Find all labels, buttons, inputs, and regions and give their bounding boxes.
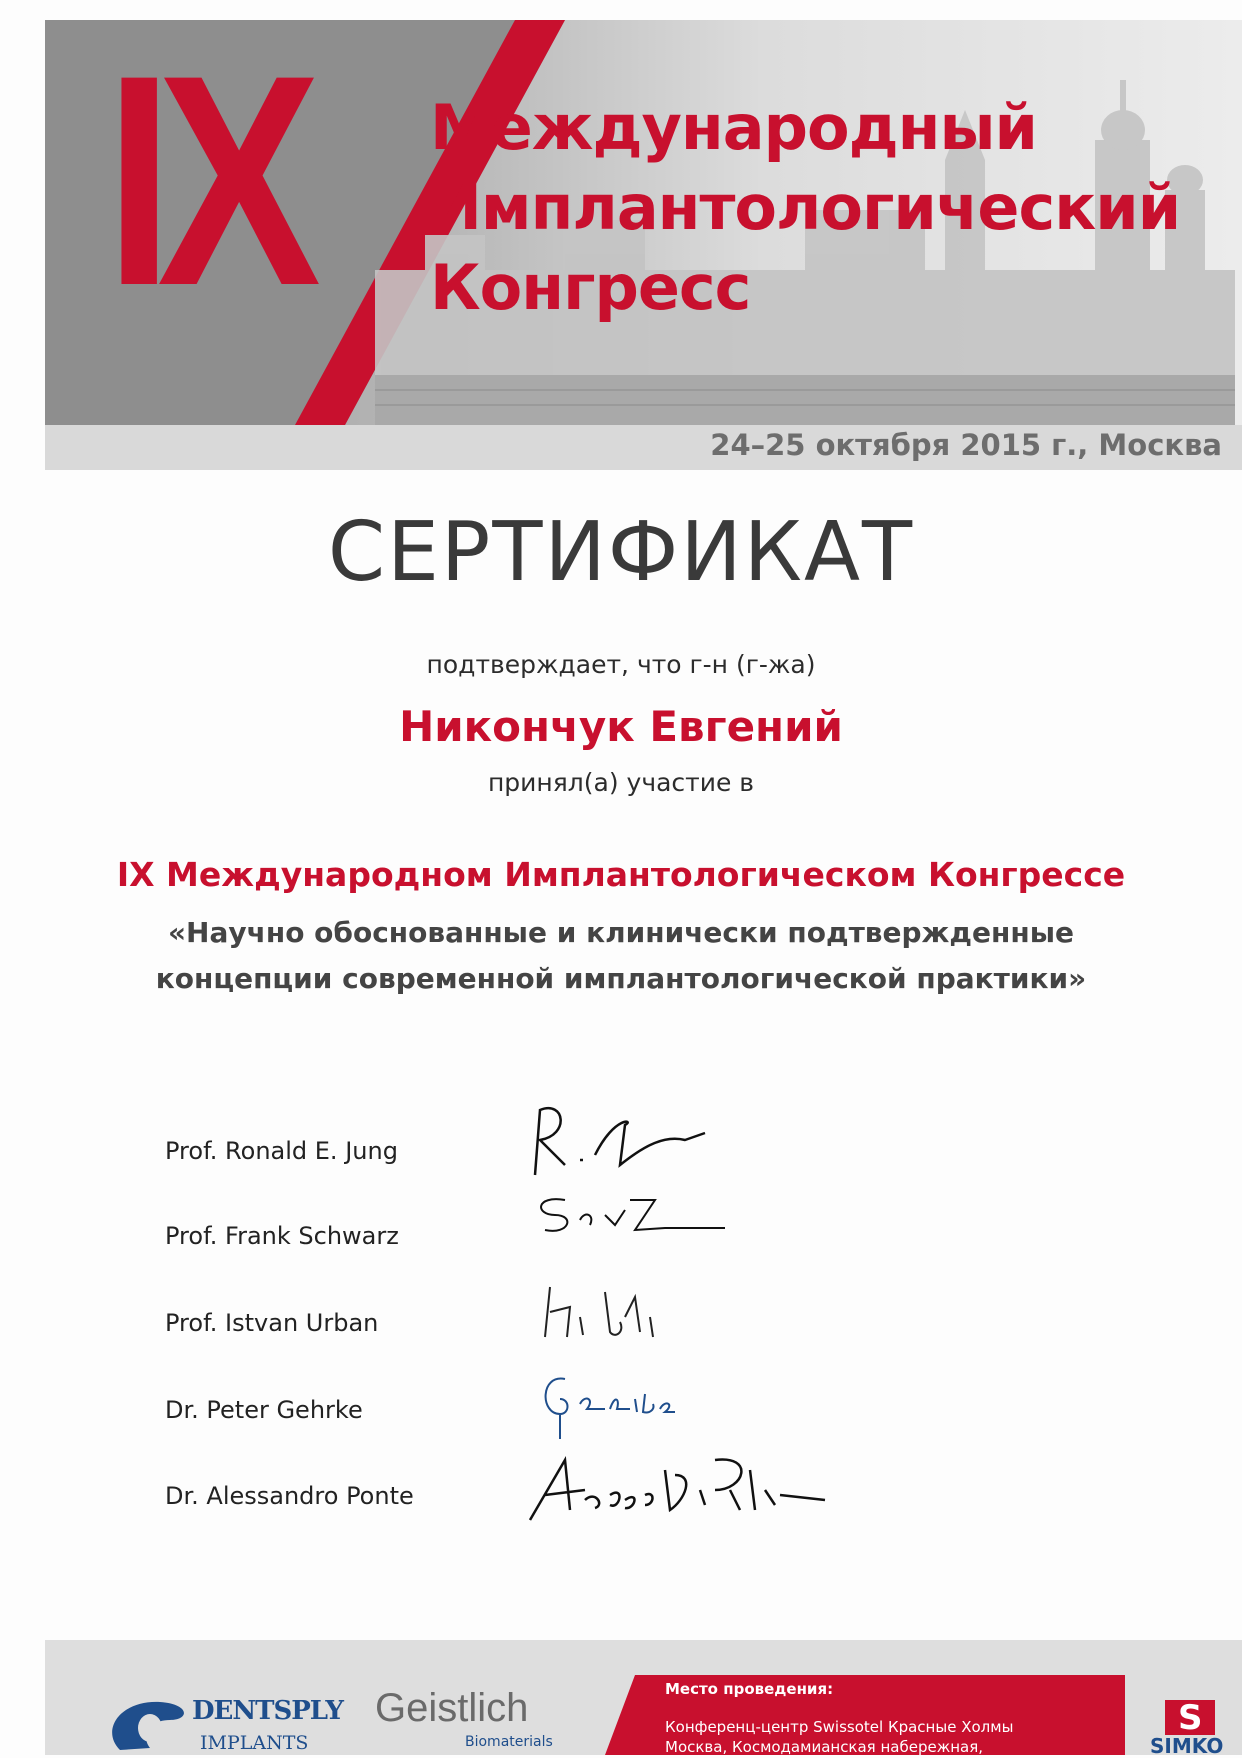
- venue-line: Конференц-центр Swissotel Красные Холмы: [665, 1718, 1014, 1736]
- header-banner: [45, 20, 1242, 470]
- geistlich-sub: Biomaterials: [465, 1734, 553, 1750]
- event-theme-line: «Научно обоснованные и клинически подтвержденные: [167, 916, 1075, 949]
- signatory-name: Dr. Peter Gehrke: [165, 1396, 363, 1424]
- signature-image: [525, 1105, 765, 1185]
- dentsply-swoosh-icon: [100, 1690, 190, 1755]
- signature-image: [525, 1277, 725, 1347]
- signature-image: [525, 1450, 845, 1530]
- congress-title-line: Конгресс: [430, 251, 751, 324]
- signatory-row: [165, 1105, 865, 1175]
- signatory-name: Dr. Alessandro Ponte: [165, 1482, 414, 1510]
- signature-image: [525, 1364, 725, 1444]
- participation-text: принял(а) участие в: [487, 768, 755, 797]
- signatory-name: Prof. Frank Schwarz: [165, 1222, 399, 1250]
- venue-label: Место проведения:: [665, 1680, 834, 1698]
- dentsply-sub: IMPLANTS: [200, 1732, 309, 1754]
- signature-image: [525, 1190, 765, 1250]
- geistlich-name: Geistlich: [375, 1686, 529, 1730]
- roman-numeral: IX: [105, 20, 305, 348]
- date-strip: [45, 425, 1242, 470]
- signatory-row: [165, 1190, 865, 1260]
- simko-mark-letter: S: [1178, 1698, 1203, 1738]
- dentsply-name: DENTSPLY: [192, 1696, 343, 1726]
- simko-logo: [1150, 1698, 1242, 1758]
- venue-line: Москва, Космодамианская набережная,: [665, 1738, 984, 1756]
- event-theme: [0, 910, 1242, 1002]
- event-date-place: 24–25 октября 2015 г., Москва: [710, 428, 1222, 462]
- recipient-name: Никончук Евгений: [399, 702, 843, 751]
- dentsply-logo: [100, 1690, 360, 1755]
- signatory-name: Prof. Ronald E. Jung: [165, 1137, 398, 1165]
- signatory-row: [165, 1450, 865, 1520]
- confirmation-text: подтверждает, что г-н (г-жа): [426, 650, 816, 679]
- certificate-title: СЕРТИФИКАТ: [327, 505, 915, 600]
- geistlich-logo: [375, 1686, 553, 1750]
- congress-title-line: Имплантологический: [430, 171, 1181, 244]
- simko-mark-icon: [1165, 1698, 1215, 1738]
- event-theme-line: концепции современной имплантологической практики»: [155, 962, 1087, 995]
- signatory-name: Prof. Istvan Urban: [165, 1309, 379, 1337]
- event-name: IX Международном Имплантологическом Конгрессе: [116, 855, 1126, 894]
- signatory-row: [165, 1364, 865, 1434]
- sponsor-footer: [45, 1640, 1242, 1758]
- congress-title: [430, 88, 1180, 328]
- simko-name: SIMKO: [1150, 1734, 1224, 1758]
- signatory-row: [165, 1277, 865, 1347]
- congress-title-line: Международный: [430, 91, 1037, 164]
